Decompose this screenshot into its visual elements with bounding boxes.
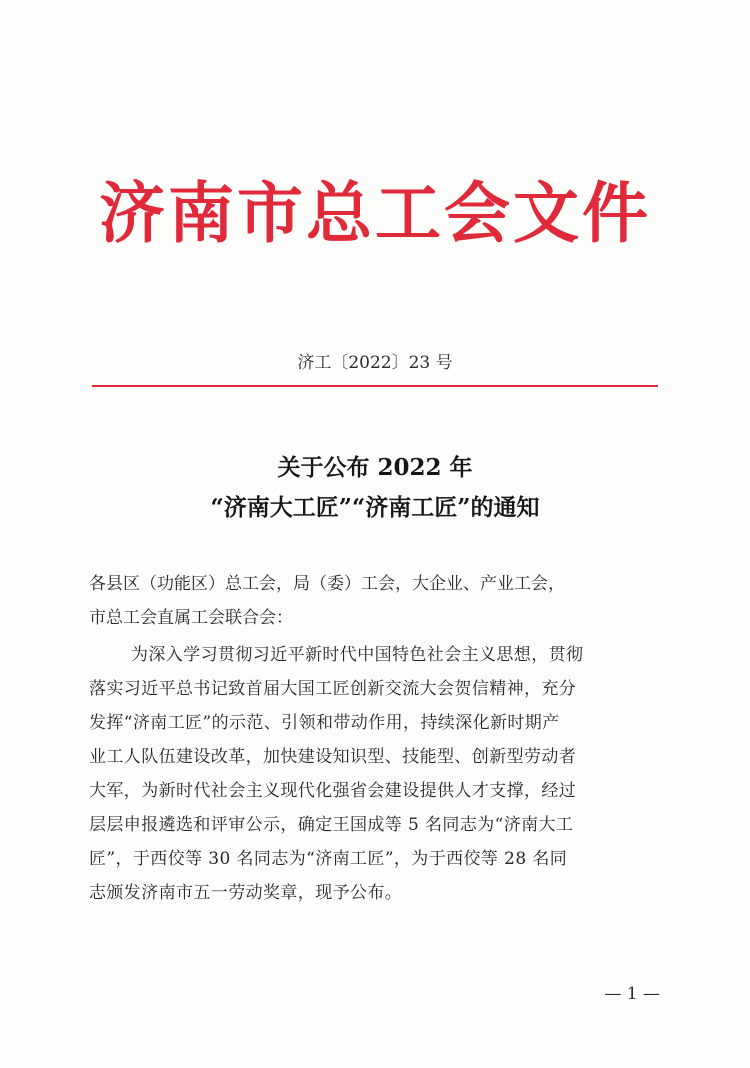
notice-title-line-1: 关于公布 2022 年	[277, 454, 473, 481]
body-line: 发挥“济南工匠”的示范、引领和带动作用，持续深化新时期产	[89, 713, 560, 733]
page-number: — 1 —	[604, 984, 660, 1004]
recipients	[89, 567, 669, 635]
recipients-line-1: 各县区（功能区）总工会，局（委）工会，大企业、产业工会，	[89, 574, 565, 594]
document-number: 济工〔2022〕23 号	[297, 353, 453, 373]
body-line: 大军，为新时代社会主义现代化强省会建设提供人才支撑，经过	[89, 781, 577, 801]
body-line: 业工人队伍建设改革，加快建设知识型、技能型、创新型劳动者	[89, 747, 577, 767]
body-line: 为深入学习贯彻习近平新时代中国特色社会主义思想，贯彻	[131, 645, 584, 665]
notice-title-line-2: “济南大工匠”“济南工匠”的通知	[210, 494, 540, 521]
masthead-title: 济南市总工会文件	[99, 175, 651, 252]
body-paragraph	[89, 638, 669, 910]
body-line: 匠”，于西佼等 30 名同志为“济南工匠”，为于西佼等 28 名同	[89, 849, 568, 869]
red-divider	[92, 385, 658, 387]
body-line: 层层申报遴选和评审公示，确定王国成等 5 名同志为“济南大工	[89, 815, 574, 835]
body-line: 落实习近平总书记致首届大国工匠创新交流大会贺信精神，充分	[89, 679, 577, 699]
recipients-line-2: 市总工会直属工会联合会：	[89, 608, 293, 628]
body-line: 志颁发济南市五一劳动奖章，现予公布。	[89, 883, 403, 903]
notice-title	[0, 448, 750, 528]
